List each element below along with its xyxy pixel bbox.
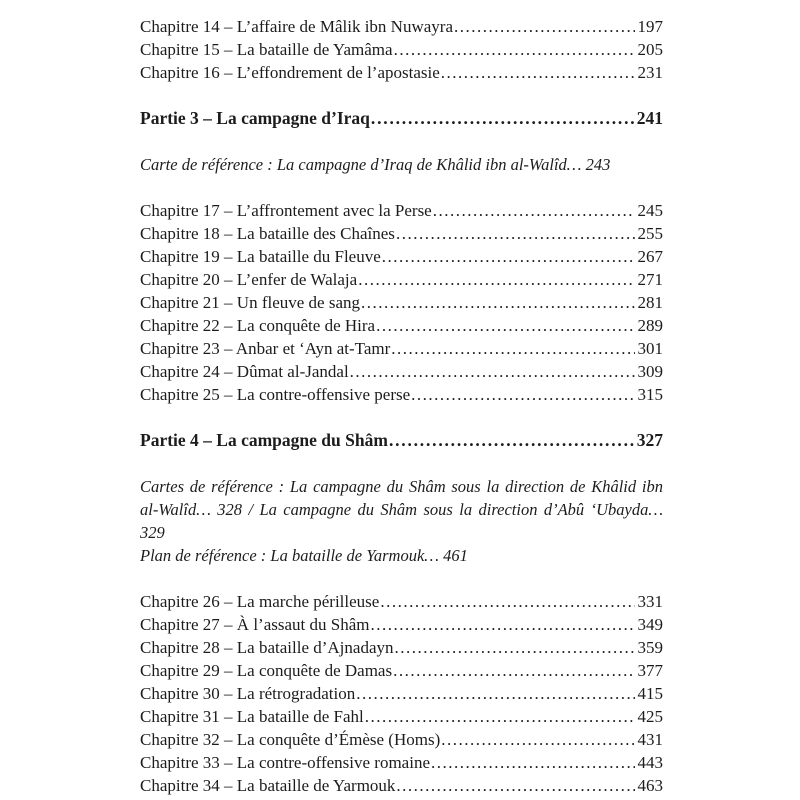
toc-entry <box>140 728 663 751</box>
toc-entry-page: 281 <box>637 293 663 312</box>
toc-entry <box>140 659 663 682</box>
toc-entry-label: Chapitre 14 – L’affaire de Mâlik ibn Nuwayra <box>140 17 453 36</box>
toc-entry-label: Chapitre 21 – Un fleuve de sang <box>140 293 360 312</box>
toc-entry-label: Chapitre 25 – La contre-offensive perse <box>140 385 411 404</box>
dot-leader <box>382 245 635 268</box>
dot-leader <box>361 291 635 314</box>
toc-entry-page: 205 <box>637 40 663 59</box>
toc-entry <box>140 590 663 613</box>
toc-entry-page: 245 <box>637 201 663 220</box>
toc-entry-page: 255 <box>637 224 663 243</box>
toc-entry <box>140 636 663 659</box>
toc-entry-label: Chapitre 16 – L’effondrement de l’apostasie <box>140 63 440 82</box>
toc-entry-label: Chapitre 22 – La conquête de Hira <box>140 316 376 335</box>
toc-entry-page: 443 <box>637 753 663 772</box>
toc-entry <box>140 291 663 314</box>
toc-entry-page: 377 <box>637 661 663 680</box>
toc-entry-page: 349 <box>637 615 663 634</box>
part-heading-label: Partie 4 – La campagne du Shâm <box>140 430 388 450</box>
toc-entry <box>140 383 663 406</box>
toc-entry-page: 231 <box>637 63 663 82</box>
toc-entry <box>140 314 663 337</box>
toc-entry <box>140 15 663 38</box>
dot-leader <box>365 705 635 728</box>
part-heading-label: Partie 3 – La campagne d’Iraq <box>140 108 370 128</box>
part-heading <box>140 107 663 130</box>
toc-entry-label: Chapitre 31 – La bataille de Fahl <box>140 707 364 726</box>
dot-leader <box>395 636 635 659</box>
dot-leader <box>396 222 635 245</box>
dot-leader <box>376 314 634 337</box>
toc-entry-label: Chapitre 20 – L’enfer de Walaja <box>140 270 358 289</box>
dot-leader <box>396 774 634 797</box>
dot-leader <box>389 429 634 452</box>
toc-entry <box>140 751 663 774</box>
toc-entry-label: Chapitre 28 – La bataille d’Ajnadayn <box>140 638 394 657</box>
toc-entry-label: Chapitre 15 – La bataille de Yamâma <box>140 40 393 59</box>
dot-leader <box>380 590 634 613</box>
toc-entry-label: Chapitre 32 – La conquête d’Émèse (Homs) <box>140 730 441 749</box>
toc-entry <box>140 245 663 268</box>
reference-note: Plan de référence : La bataille de Yarmouk… 461 <box>140 546 468 565</box>
toc-entry <box>140 222 663 245</box>
toc-entry-page: 197 <box>637 17 663 36</box>
dot-leader <box>411 383 634 406</box>
toc-entry-page: 309 <box>637 362 663 381</box>
toc-entry-label: Chapitre 24 – Dûmat al-Jandal <box>140 362 349 381</box>
toc-entry <box>140 61 663 84</box>
dot-leader <box>441 728 634 751</box>
toc-entry-label: Chapitre 33 – La contre-offensive romaine <box>140 753 430 772</box>
dot-leader <box>393 659 634 682</box>
dot-leader <box>358 268 634 291</box>
toc-entry-page: 267 <box>637 247 663 266</box>
dot-leader <box>431 751 635 774</box>
dot-leader <box>356 682 634 705</box>
toc-entry <box>140 613 663 636</box>
toc-entry <box>140 774 663 797</box>
toc-entry-label: Chapitre 18 – La bataille des Chaînes <box>140 224 395 243</box>
toc-entry-label: Chapitre 17 – L’affrontement avec la Perse <box>140 201 432 220</box>
dot-leader <box>371 107 634 130</box>
toc-entry-label: Chapitre 23 – Anbar et ‘Ayn at-Tamr <box>140 339 391 358</box>
part-heading <box>140 429 663 452</box>
toc-entry-page: 315 <box>637 385 663 404</box>
toc-entry-label: Chapitre 19 – La bataille du Fleuve <box>140 247 381 266</box>
reference-note: Cartes de référence : La campagne du Shâm sous la direction de Khâlid ibn al-Walîd… 328 / La campagne du Shâm sous la direction d’Abû ‘Ubayda… 329 <box>140 477 663 542</box>
toc-entry <box>140 705 663 728</box>
toc-entry-label: Chapitre 27 – À l’assaut du Shâm <box>140 615 370 634</box>
dot-leader <box>441 61 635 84</box>
dot-leader <box>454 15 635 38</box>
toc-entry-page: 331 <box>637 592 663 611</box>
dot-leader <box>394 38 635 61</box>
toc-entry-page: 431 <box>637 730 663 749</box>
toc-entry-page: 301 <box>637 339 663 358</box>
toc-entry-label: Chapitre 34 – La bataille de Yarmouk <box>140 776 396 795</box>
dot-leader <box>350 360 635 383</box>
reference-note: Carte de référence : La campagne d’Iraq de Khâlid ibn al-Walîd… 243 <box>140 155 611 174</box>
toc-entry <box>140 337 663 360</box>
toc-entry <box>140 682 663 705</box>
toc-entry-label: Chapitre 30 – La rétrogradation <box>140 684 356 703</box>
part-heading-page: 327 <box>636 430 663 450</box>
dot-leader <box>370 613 634 636</box>
part-heading-page: 241 <box>636 108 663 128</box>
dot-leader <box>391 337 634 360</box>
dot-leader <box>433 199 635 222</box>
toc-entry <box>140 38 663 61</box>
toc-entry-label: Chapitre 26 – La marche périlleuse <box>140 592 380 611</box>
toc-entry-page: 289 <box>637 316 663 335</box>
toc-entry-page: 463 <box>637 776 663 795</box>
toc-entry <box>140 199 663 222</box>
toc-entry-page: 271 <box>637 270 663 289</box>
toc-entry-label: Chapitre 29 – La conquête de Damas <box>140 661 393 680</box>
toc-entry-page: 359 <box>637 638 663 657</box>
toc-entry <box>140 360 663 383</box>
toc-entry-page: 425 <box>637 707 663 726</box>
toc-entry-page: 415 <box>637 684 663 703</box>
toc-entry <box>140 268 663 291</box>
